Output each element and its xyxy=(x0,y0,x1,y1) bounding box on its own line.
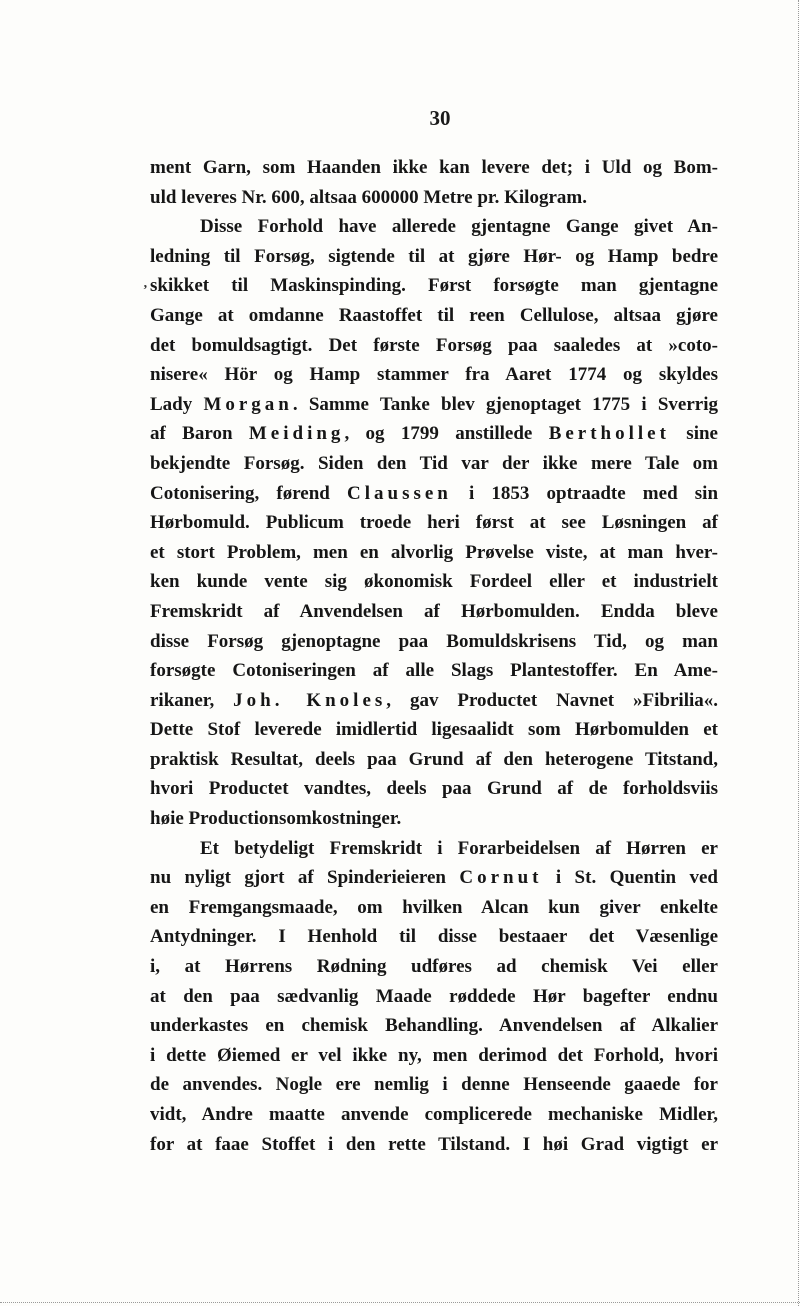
page-number: 30 xyxy=(429,106,451,130)
text-line: Fremskridt af Anvendelsen af Hørbomulden. Endda bleve xyxy=(150,600,718,622)
text-line: ledning til Forsøg, sigtende til at gjøre Hør- og Hamp bedre xyxy=(150,245,718,267)
margin-mark: ‚ xyxy=(143,276,148,291)
text-line: i, at Hørrens Rødning udføres ad chemisk Vei eller xyxy=(150,956,718,978)
text-line xyxy=(150,686,718,716)
text-line: Antydninger. I Henhold til disse bestaaer det Væsenlige xyxy=(150,926,718,948)
text-run: nu nyligt gjort af Spinderieieren xyxy=(150,867,460,889)
text-line: Disse Forhold have allerede gjentagne Gange givet An- xyxy=(200,216,718,238)
text-line: vidt, Andre maatte anvende complicerede mechaniske Midler, xyxy=(150,1104,718,1125)
text-line xyxy=(150,863,718,893)
text-line: Et betydeligt Fremskridt i Forarbeidelsen af Hørren er xyxy=(200,837,718,859)
text-run: . Samme Tanke blev gjenoptaget 1775 i Sverrig xyxy=(292,393,718,415)
text-line: bekjendte Forsøg. Siden den Tid var der ikke mere Tale om xyxy=(150,452,718,474)
text-line: uld leveres Nr. 600, altsaa 600000 Metre pr. Kilogram. xyxy=(150,186,587,208)
spaced-name: Cornut xyxy=(459,867,543,889)
text-line: de anvendes. Nogle ere nemlig i denne Henseende gaaede for xyxy=(150,1074,718,1096)
text-line xyxy=(150,479,718,509)
text-line xyxy=(150,390,718,420)
text-line xyxy=(150,419,718,449)
text-line: hvori Productet vandtes, deels paa Grund af de forholdsviis xyxy=(150,778,718,800)
text-run: Cotonisering, førend xyxy=(150,482,347,504)
text-run: sine xyxy=(669,423,718,445)
spaced-name: Joh. Knoles xyxy=(233,689,387,711)
text-line: praktisk Resultat, deels paa Grund af den heterogene Titstand, xyxy=(150,748,718,770)
text-line: nisere« Hör og Hamp stammer fra Aaret 1774 og skyldes xyxy=(150,364,718,386)
text-run: , og 1799 anstillede xyxy=(344,423,549,445)
text-line: i dette Øiemed er vel ikke ny, men derimod det Forhold, hvori xyxy=(150,1044,718,1066)
body-text xyxy=(150,153,718,1159)
spaced-name: Berthollet xyxy=(548,423,670,445)
text-line: disse Forsøg gjenoptagne paa Bomuldskrisens Tid, og man xyxy=(150,630,718,652)
spaced-name: Meiding xyxy=(248,423,345,445)
text-line: at den paa sædvanlig Maade røddede Hør bagefter endnu xyxy=(150,985,718,1007)
text-line: underkastes en chemisk Behandling. Anvendelsen af Alkalier xyxy=(150,1015,718,1037)
page-edge-right xyxy=(798,0,799,1306)
text-line: en Fremgangsmaade, om hvilken Alcan kun giver enkelte xyxy=(150,896,718,918)
text-run: i 1853 optraadte med sin xyxy=(451,482,719,504)
spaced-name: Morgan xyxy=(203,393,293,415)
text-line: høie Productionsomkostninger. xyxy=(150,808,402,830)
text-line: ken kunde vente sig økonomisk Fordeel eller et industrielt xyxy=(150,571,718,593)
text-line: skikket til Maskinspinding. Først forsøgte man gjentagne xyxy=(150,275,718,297)
text-line: forsøgte Cotoniseringen af alle Slags Plantestoffer. En Ame- xyxy=(150,660,718,682)
text-line: Hørbomuld. Publicum troede heri først at see Løsningen af xyxy=(150,512,718,534)
text-line: Dette Stof leverede imidlertid ligesaalidt som Hørbomulden et xyxy=(150,719,718,741)
text-run: rikaner, xyxy=(150,689,234,711)
text-line: det bomuldsagtigt. Det første Forsøg paa saaledes at »coto- xyxy=(150,334,718,356)
text-line: et stort Problem, men en alvorlig Prøvelse viste, at man hver- xyxy=(150,541,718,563)
page-edge-bottom xyxy=(0,1302,800,1303)
text-line: Gange at omdanne Raastoffet til reen Cellulose, altsaa gjøre xyxy=(150,304,718,326)
spaced-name: Claussen xyxy=(347,482,452,504)
text-run: i St. Quentin ved xyxy=(542,867,718,889)
text-run: af Baron xyxy=(150,423,249,445)
text-run: Lady xyxy=(150,393,204,415)
text-run: , gav Productet Navnet »Fibrilia«. xyxy=(386,689,718,711)
text-line: for at faae Stoffet i den rette Tilstand. I høi Grad vigtigt er xyxy=(150,1133,718,1155)
text-line: ment Garn, som Haanden ikke kan levere det; i Uld og Bom- xyxy=(150,157,718,178)
